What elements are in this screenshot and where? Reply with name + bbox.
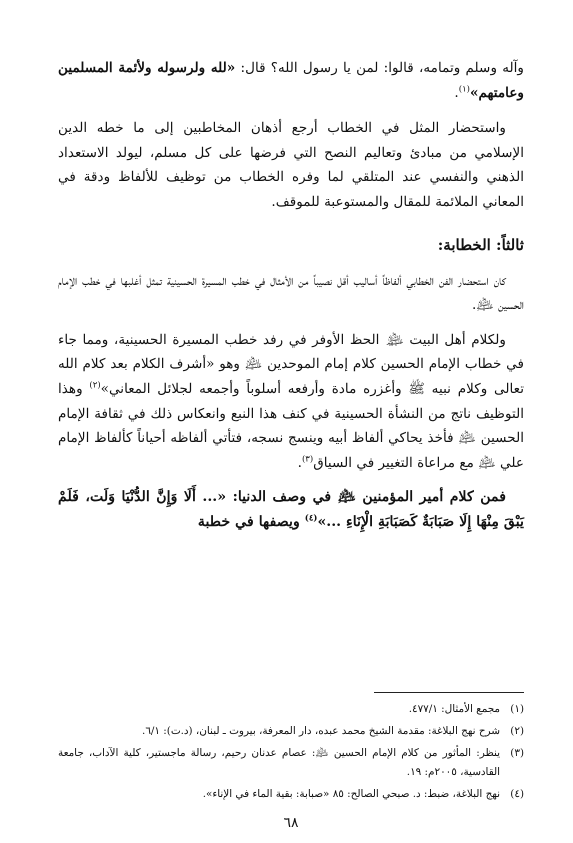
footnote-ref-1: (١) (458, 84, 470, 95)
paragraph-oratory-intro: كان استحضار الفن الخطابي ألفاظاً أساليب أقل نصيباً من الأمثال في خطب المسيرة الحسينية تمثل أغلبها في خطب الإمام الحسين ﵇. (58, 272, 524, 314)
paragraph-ahl-albayt-part-a: ولكلام أهل البيت ﵈ الحظ الأوفر في رفد خطب المسيرة الحسينية، ومما جاء في خطاب الإمام الحسين كلام إمام الموحدين ﵇ وهو «أشرف الكلام بعد كلام الله تعالى وكلام نبيه ﷺ وأغزره مادة وأرفعه أسلوباً وأجمعه لجلائل المعاني» (58, 331, 524, 397)
footnote-item (58, 785, 524, 804)
paragraph-dunya-continuation: ويصفها في خطبة (197, 514, 305, 531)
paragraph-hadith-tail: . (454, 84, 459, 101)
paragraph-proverb: واستحضار المثل في الخطاب أرجع أذهان المخاطبين إلى ما خطه الدين الإسلامي من مبادئ وتعاليم النصح التي فرضها على كل مسلم، ليولد الاستعداد الذهني والنفسي عند المتلقي لما وفره الخطاب من توظيف للألفاظ ودقة في المعاني الملائمة للمقال والمستوعبة للموقف. (58, 120, 524, 210)
document-page (58, 56, 524, 831)
footnote-divider (374, 692, 524, 693)
paragraph-dunya-intro: فمن كلام أمير المؤمنين ﵇ في وصف الدنيا: «... (195, 489, 506, 506)
page-number: ٦٨ (283, 815, 299, 831)
footnote-number: (٢) (510, 725, 524, 737)
footnote-text: شرح نهج البلاغة: مقدمة الشيخ محمد عبده، دار المعرفة، بيروت ـ لبنان، (د.ت): ٦/١. (142, 725, 500, 737)
paragraph-ahl-albayt (58, 328, 524, 476)
footnote-text: نهج البلاغة، ضبط: د. صبحي الصالح: ٨٥ «صبابة: بقية الماء في الإناء». (202, 788, 500, 800)
paragraph-ahl-albayt-part-b: وهذا التوظيف ناتج من النشأة الحسينية في كنف هذا النبع وانعكاس ذلك في ثقافة الإمام الحسين ﵇ فأخذ يحاكي ألفاظ أبيه وينسج نسجه، فتأتي ألفاظه أحياناً كألفاظ الإمام علي ﵇ مع مراعاة التغيير في السياق (58, 380, 524, 471)
paragraph-hadith-text: وآله وسلم وتمامه، قالوا: لمن يا رسول الله؟ قال: (235, 60, 524, 76)
footnote-number: (١) (510, 703, 524, 715)
paragraph-ahl-albayt-end: . (297, 454, 302, 471)
footnote-ref-2: (٢) (89, 380, 101, 391)
footnotes (58, 700, 524, 807)
section-heading: ثالثاً: الخطابة: (437, 235, 524, 254)
footnote-number: (٣) (510, 747, 524, 759)
footnote-ref-3: (٣) (301, 454, 314, 465)
paragraph-dunya (58, 485, 524, 535)
footnote-item (58, 700, 524, 719)
footnote-item (58, 744, 524, 782)
footnote-item (58, 722, 524, 741)
hadith-quote: «لله ولرسوله ولأئمة المسلمين وعامتهم» (58, 60, 524, 101)
dunya-quote: أَلَا وَإِنَّ الدُّنْيَا وَلَت، فَلَمْ يَبْقَ مِنْهَا إِلَا صَبَابَةٌ كَصَبَابَةِ الْإِنَاءِ ...» (58, 489, 524, 531)
footnote-ref-4: (٤) (304, 513, 318, 524)
footnote-number: (٤) (510, 788, 524, 800)
footnote-text: مجمع الأمثال: ٤٧٧/١. (408, 703, 500, 715)
footnote-text: ينظر: المأثور من كلام الإمام الحسين ﵇: عصام عدنان رحيم، رسالة ماجستير، كلية الآداب، جامعة القادسية، ٢٠٠٥م: ١٩. (58, 747, 500, 778)
paragraph-hadith (58, 56, 524, 105)
